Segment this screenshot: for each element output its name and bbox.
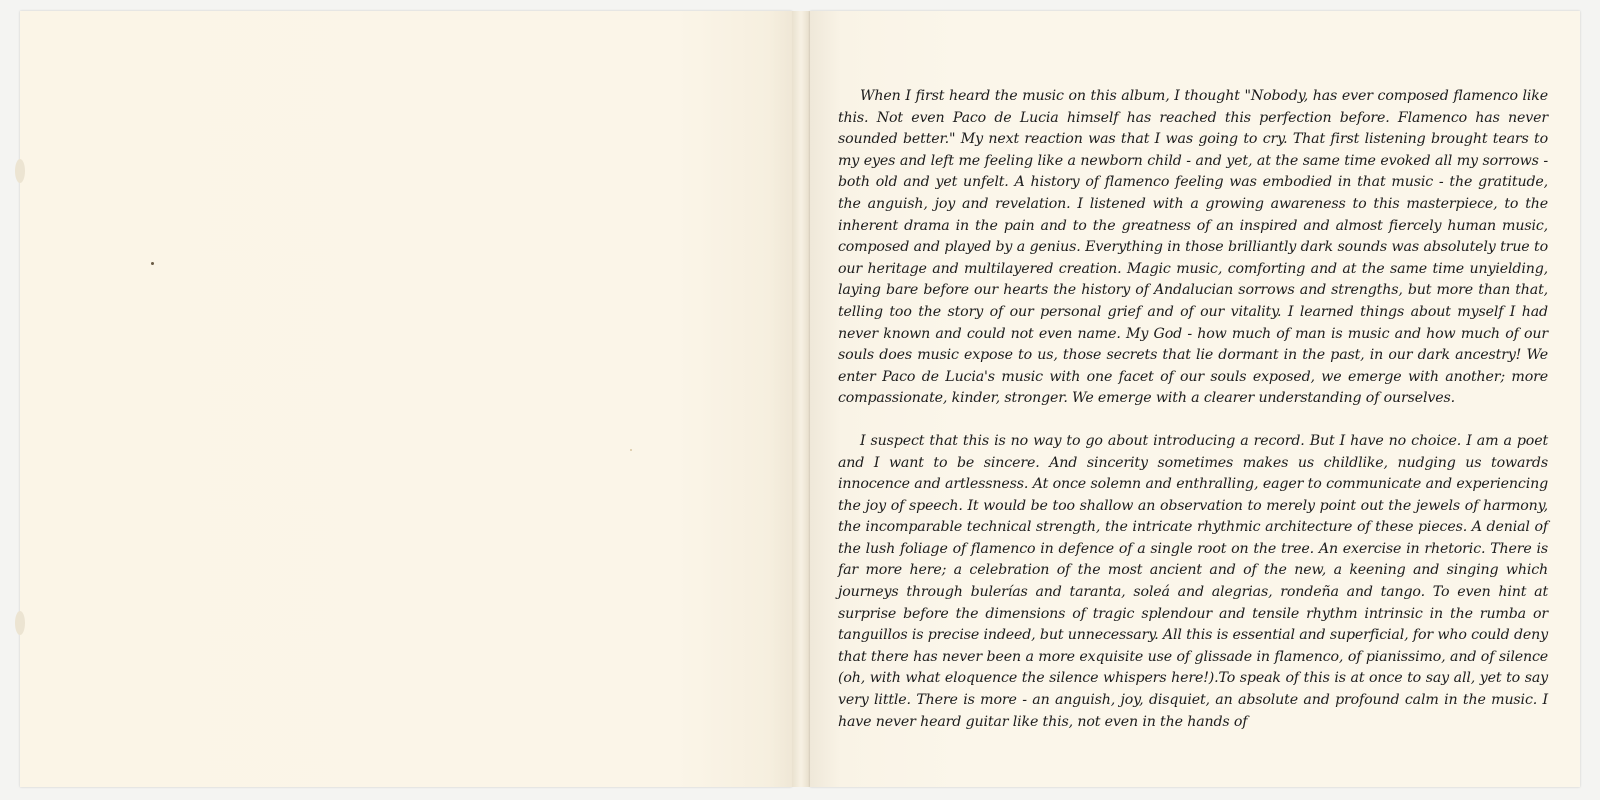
booklet-gutter-fold bbox=[792, 11, 810, 787]
paper-speck bbox=[630, 449, 632, 451]
binding-notch bbox=[15, 159, 25, 183]
liner-notes-text bbox=[838, 86, 1548, 733]
binding-notch bbox=[15, 611, 25, 635]
liner-notes-paragraph-1: When I first heard the music on this album, I thought "Nobody, has ever composed flamenco like this. Not even Paco de Lucia himself has reached this perfection before. Flamenco has never sounded better." My next reaction was that I was going to cry. That first listening brought tears to my eyes and left me feeling like a newborn child - and yet, at the same time evoked all my sorrows - both old and yet unfelt. A history of flamenco feeling was embodied in that music - the gratitude, the anguish, joy and revelation. I listened with a growing awareness to this masterpiece, to the inherent drama in the pain and to the greatness of an inspired and almost fiercely human music, composed and played by a genius. Everything in those brilliantly dark sounds was absolutely true to our heritage and multilayered creation. Magic music, comforting and at the same time unyielding, laying bare before our hearts the history of Andalucian sorrows and strengths, but more than that, telling too the story of our personal grief and of our vitality. I learned things about myself I had never known and could not even name. My God - how much of man is music and how much of our souls does music expose to us, those secrets that lie dormant in the past, in our dark ancestry! We enter Paco de Lucia's music with one facet of our souls exposed, we emerge with another; more compassionate, kinder, stronger. We emerge with a clearer understanding of ourselves. bbox=[838, 88, 1548, 407]
liner-notes-paragraph-2: I suspect that this is no way to go about introducing a record. But I have no choice. I am a poet and I want to be sincere. And sincerity sometimes makes us childlike, nudging us towards innocence and artlessness. At once solemn and enthralling, eager to communicate and experiencing the joy of speech. It would be too shallow an observation to merely point out the jewels of harmony, the incomparable technical strength, the intricate rhythmic architecture of these pieces. A denial of the lush foliage of flamenco in defence of a single root on the tree. An exercise in rhetoric. There is far more here; a celebration of the most ancient and of the new, a keening and singing which journeys through bulerías and taranta, soleá and alegrias, rondeña and tango. To even hint at surprise before the dimensions of tragic splendour and tensile rhythm intrinsic in the rumba or tanguillos is precise indeed, but unnecessary. All this is essential and superficial, for who could deny that there has never been a more exquisite use of glissade in flamenco, of pianissimo, and of silence (oh, with what eloquence the silence whispers here!).To speak of this is at once to say all, yet to say very little. There is more - an anguish, joy, disquiet, an absolute and profound calm in the music. I have never heard guitar like this, not even in the hands of bbox=[838, 432, 1548, 730]
left-page-blank bbox=[20, 11, 792, 787]
paper-speck bbox=[151, 262, 154, 265]
